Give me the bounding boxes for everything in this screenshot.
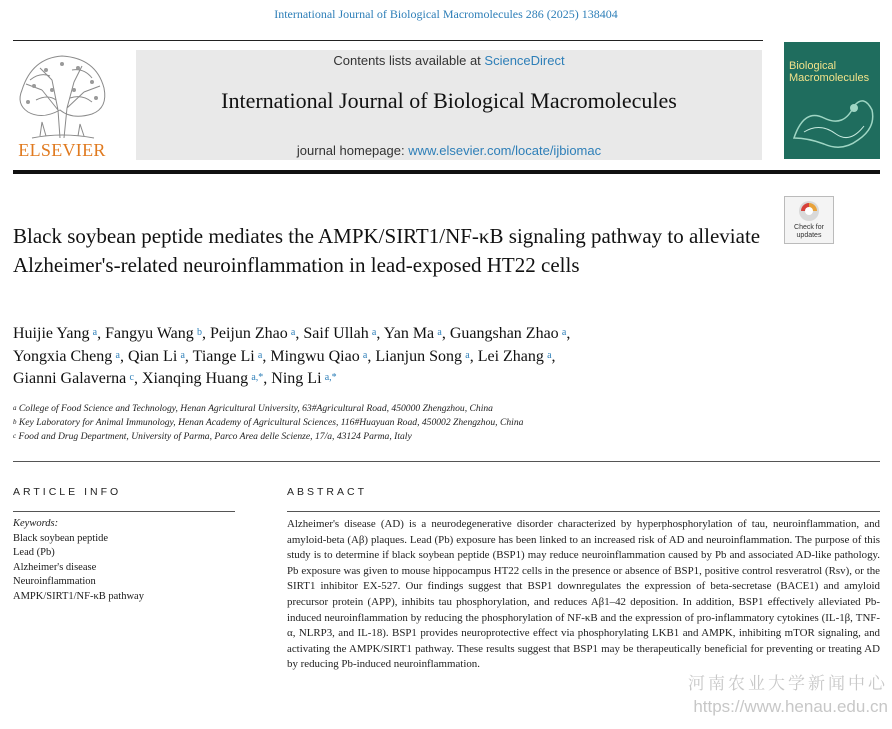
affiliation-item bbox=[13, 416, 773, 430]
journal-citation[interactable]: International Journal of Biological Macromolecules 286 (2025) 138404 bbox=[274, 7, 618, 21]
author-separator: , bbox=[263, 370, 272, 387]
author-name[interactable]: Lei Zhang bbox=[477, 347, 544, 365]
watermark-title: 河南农业大学新闻中心 bbox=[688, 674, 888, 693]
author-list bbox=[13, 323, 733, 391]
author-entry bbox=[375, 348, 477, 365]
author-entry bbox=[193, 348, 271, 365]
author-entry bbox=[142, 370, 271, 387]
author-name[interactable]: Peijun Zhao bbox=[209, 325, 288, 342]
author-affiliation-mark[interactable]: a,* bbox=[251, 372, 264, 383]
keyword-item: Neuroinflammation bbox=[13, 576, 96, 587]
author-name[interactable]: Saif Ullah bbox=[303, 325, 369, 342]
author-separator: , bbox=[441, 325, 450, 342]
author-entry bbox=[384, 325, 450, 342]
author-affiliation-mark[interactable]: a bbox=[561, 327, 567, 338]
author-separator: , bbox=[184, 347, 193, 365]
author-affiliation-mark[interactable]: a bbox=[257, 349, 263, 361]
author-name[interactable]: Huijie Yang bbox=[13, 325, 90, 342]
author-affiliation-mark[interactable]: a bbox=[362, 349, 368, 361]
author-separator: , bbox=[367, 347, 376, 365]
author-entry bbox=[128, 348, 193, 365]
check-updates-icon bbox=[798, 200, 820, 222]
author-entry bbox=[13, 348, 128, 365]
cover-title: Biological Macromolecules bbox=[789, 60, 870, 84]
abstract-rule bbox=[287, 511, 880, 512]
author-name[interactable]: Yongxia Cheng bbox=[13, 347, 113, 365]
author-separator: , bbox=[469, 347, 478, 365]
journal-banner bbox=[136, 50, 762, 160]
keyword-item: Alzheimer's disease bbox=[13, 561, 97, 573]
elsevier-logo[interactable] bbox=[12, 50, 112, 162]
author-entry bbox=[13, 370, 142, 387]
affiliation-item bbox=[13, 430, 773, 444]
abstract-text: Alzheimer's disease (AD) is a neurodegenerative disorder characterized by hyperphosphorylation of tau, neuroinflammation, and amyloid-beta (Aβ) plaques. Lead (Pb) exposure has been linked to an increased risk of AD and neuroinflammation. The purpose of this study is to determine if black soybean peptide (BSP1) may reduce neuroinflammation caused by Pb and associated AD-like pathology. Pb exposure was given to mouse hippocampus HT22 cells in the presence or absence of BSP1, positive control resveratrol (Rsv), or the SIRT1 inhibitor EX-527. Our findings suggest that BSP1 downregulates the expression of beta-secretase (BACE1) and amyloid precursor protein (APP), inhibits tau phosphorylation, and reduces Aβ1–42 deposition. In addition, BSP1 effectively alleviated Pb-induced neuroinflammation by reducing the phosphorylation of NF-κB and the expression of pro-inflammatory cytokines (IL-1β, TNF-α, NLRP3, and IL-18). BSP1 provides neuroprotective effect via phosphorylating LKB1 and AMPK, inhibiting mTOR signaling, and activating the AMPK/SIRT1 pathway. These results suggest that BSP1 may be therapeutically beneficial for preventing or treating AD by reducing Pb-induced neuroinflammation. bbox=[287, 518, 880, 671]
author-entry bbox=[210, 325, 303, 342]
header-divider bbox=[13, 170, 880, 174]
author-name[interactable]: Qian Li bbox=[127, 347, 178, 365]
article-info-heading: ARTICLE INFO bbox=[13, 486, 122, 498]
author-name[interactable]: Tiange Li bbox=[192, 347, 255, 365]
watermark-url: https://www.henau.edu.cn bbox=[693, 697, 888, 716]
author-separator: , bbox=[119, 347, 128, 365]
author-affiliation-mark[interactable]: a bbox=[290, 327, 296, 338]
author-separator: , bbox=[97, 325, 106, 342]
author-name[interactable]: Fangyu Wang bbox=[105, 325, 194, 342]
author-name[interactable]: Yan Ma bbox=[383, 325, 435, 342]
author-name[interactable]: Gianni Galaverna bbox=[13, 370, 127, 387]
article-info-rule bbox=[13, 511, 235, 512]
journal-title[interactable]: International Journal of Biological Macromolecules bbox=[221, 88, 677, 113]
author-name[interactable]: Lianjun Song bbox=[375, 347, 463, 365]
author-name[interactable]: Xianqing Huang bbox=[141, 370, 249, 387]
contents-prefix: Contents lists available at bbox=[333, 53, 485, 68]
homepage-line bbox=[136, 143, 762, 158]
affiliation-mark: c bbox=[13, 432, 17, 440]
affiliation-mark: b bbox=[13, 418, 17, 426]
contents-line bbox=[136, 53, 762, 68]
section-divider bbox=[13, 461, 880, 462]
affiliation-list bbox=[13, 402, 773, 444]
author-affiliation-mark[interactable]: a bbox=[547, 349, 552, 361]
author-entry bbox=[478, 348, 556, 365]
author-entry bbox=[105, 325, 210, 342]
affiliation-item bbox=[13, 402, 773, 416]
author-affiliation-mark[interactable]: b bbox=[196, 327, 202, 338]
author-separator: , bbox=[551, 347, 556, 365]
author-affiliation-mark[interactable]: a bbox=[437, 327, 442, 338]
author-separator: , bbox=[133, 370, 142, 387]
publisher-name: ELSEVIER bbox=[18, 140, 106, 160]
affiliation-text: College of Food Science and Technology, Henan Agricultural University, 63#Agricultural Road, 450000 Zhengzhou, China bbox=[16, 403, 493, 414]
author-affiliation-mark[interactable]: a bbox=[180, 349, 185, 361]
check-for-updates-button[interactable] bbox=[784, 196, 834, 244]
author-affiliation-mark[interactable]: c bbox=[129, 372, 134, 383]
author-separator: , bbox=[566, 325, 571, 342]
author-affiliation-mark[interactable]: a bbox=[115, 349, 120, 361]
check-updates-label: Check for updates bbox=[794, 224, 824, 239]
author-separator: , bbox=[262, 347, 271, 365]
article-title: Black soybean peptide mediates the AMPK/SIRT1/NF-κB signaling pathway to alleviate Alzheimer's-related neuroinflammation in lead-exposed HT22 cells bbox=[13, 224, 761, 277]
author-affiliation-mark[interactable]: a bbox=[465, 349, 470, 361]
abstract-heading: ABSTRACT bbox=[287, 486, 368, 498]
author-affiliation-mark[interactable]: a bbox=[92, 327, 98, 338]
author-affiliation-mark[interactable]: a bbox=[371, 327, 377, 338]
author-entry bbox=[13, 325, 105, 342]
affiliation-text: Key Laboratory for Animal Immunology, Henan Academy of Agricultural Sciences, 116#Huayuan Road, 450002 Zhengzhou, China bbox=[16, 417, 524, 428]
keywords-label: Keywords: bbox=[13, 518, 59, 529]
author-separator: , bbox=[295, 325, 304, 342]
author-name[interactable]: Mingwu Qiao bbox=[270, 347, 360, 365]
author-entry bbox=[270, 348, 375, 365]
journal-cover[interactable] bbox=[784, 42, 880, 159]
author-name[interactable]: Guangshan Zhao bbox=[449, 325, 559, 342]
homepage-prefix: journal homepage: bbox=[296, 143, 409, 158]
author-separator: , bbox=[201, 325, 210, 342]
keywords-block bbox=[13, 517, 235, 604]
keyword-item: Lead (Pb) bbox=[13, 547, 55, 558]
author-entry bbox=[271, 370, 336, 387]
keyword-item: Black soybean peptide bbox=[13, 532, 109, 544]
header-rule bbox=[13, 40, 763, 41]
affiliation-mark: a bbox=[13, 404, 17, 412]
keyword-list bbox=[13, 532, 235, 605]
author-separator: , bbox=[376, 325, 384, 342]
cover-protein-icon bbox=[784, 88, 880, 158]
author-entry bbox=[303, 325, 383, 342]
author-entry bbox=[450, 325, 571, 342]
sciencedirect-link[interactable]: ScienceDirect bbox=[484, 53, 565, 68]
affiliation-text: Food and Drug Department, University of Parma, Parco Area delle Scienze, 17/a, 43124 Parma, Italy bbox=[16, 431, 412, 442]
keyword-item: AMPK/SIRT1/NF-κB pathway bbox=[13, 590, 144, 602]
author-name[interactable]: Ning Li bbox=[271, 370, 322, 387]
homepage-link[interactable]: www.elsevier.com/locate/ijbiomac bbox=[408, 143, 602, 158]
watermark bbox=[598, 672, 888, 718]
author-affiliation-mark[interactable]: a,* bbox=[324, 372, 337, 383]
